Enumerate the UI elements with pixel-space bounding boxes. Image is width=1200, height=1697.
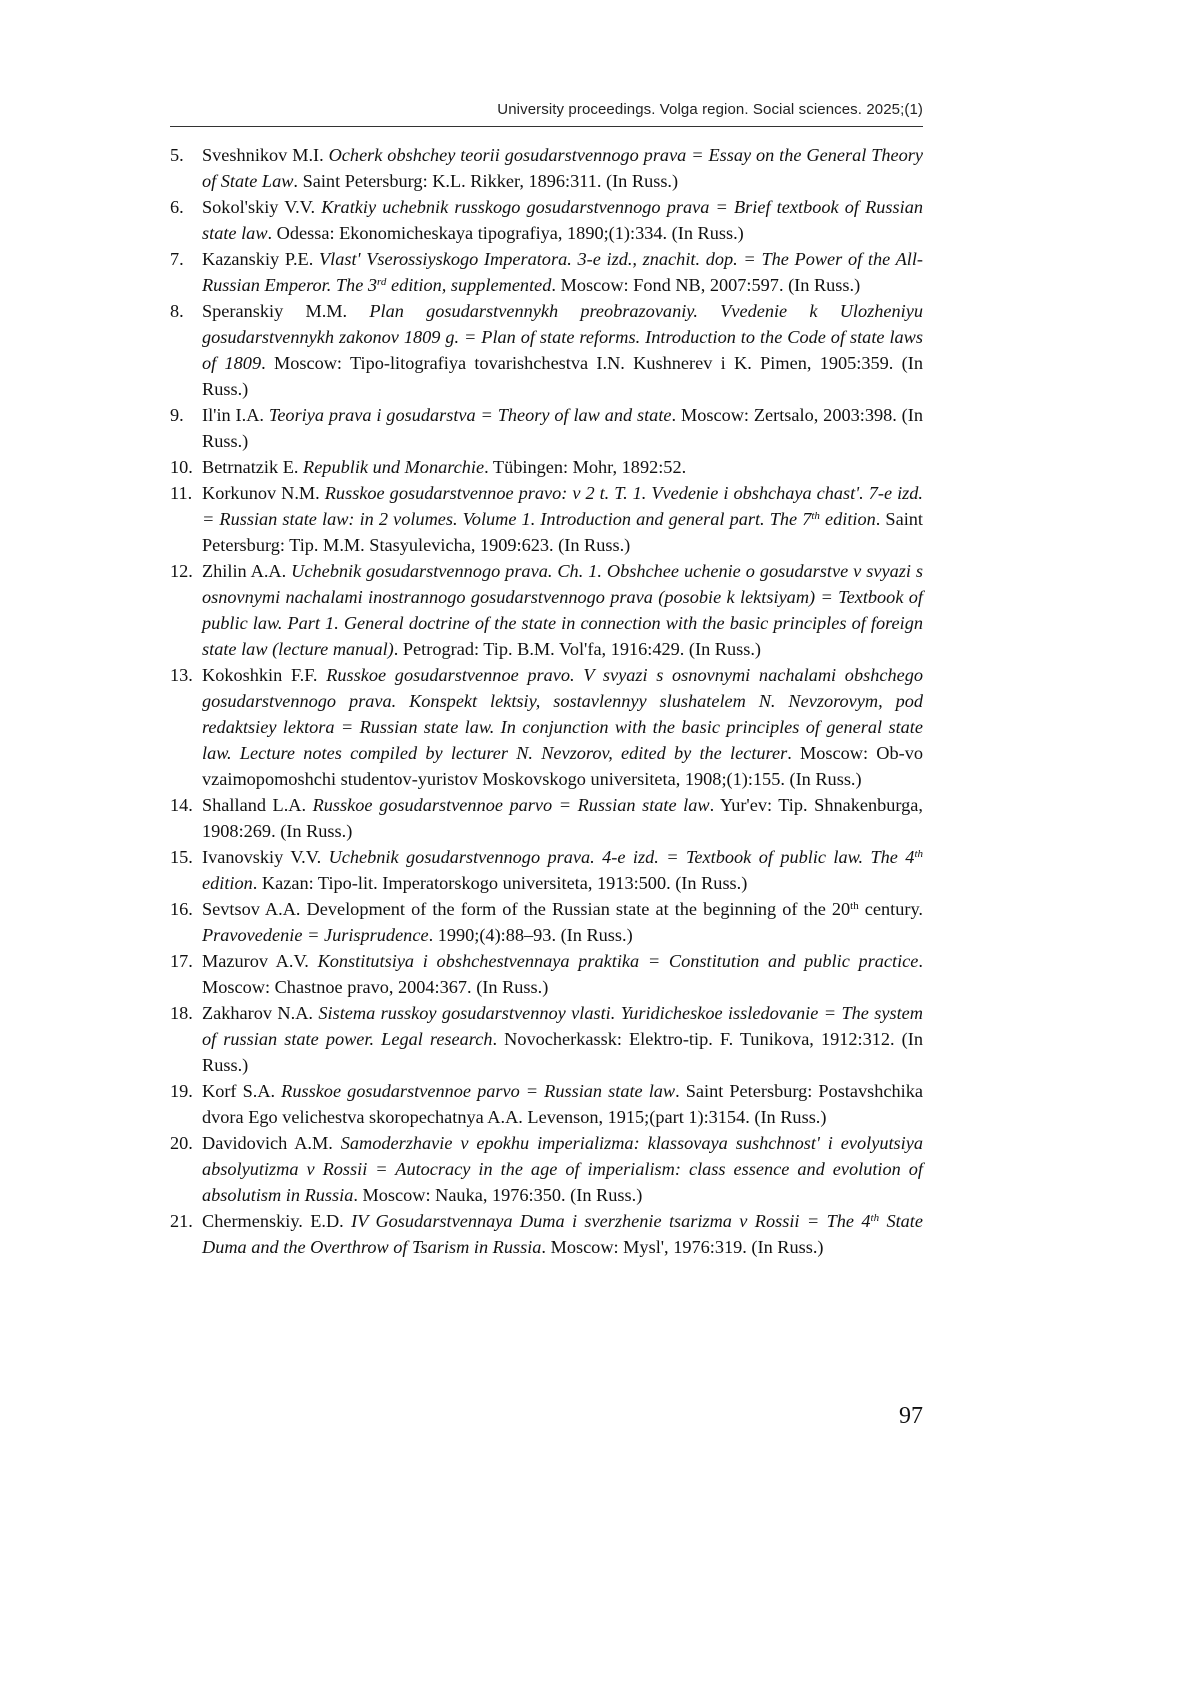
reference-details: . 1990;(4):88–93. (In Russ.): [428, 925, 633, 945]
reference-author: Il'in I.A.: [202, 405, 264, 425]
header-rule: [170, 126, 923, 127]
reference-details: . Kazan: Tipo-lit. Imperatorskogo universiteta, 1913:500. (In Russ.): [252, 873, 748, 893]
reference-author: Ivanovskiy V.V.: [202, 847, 322, 867]
reference-number: 14.: [170, 795, 193, 815]
reference-title: Ocherk obshchey teorii gosudarstvennogo prava = Essay on the General Theory of State Law: [202, 145, 923, 191]
reference-number: 16.: [170, 899, 193, 919]
reference-item: [170, 1078, 923, 1130]
reference-title-text: edition: [819, 509, 876, 529]
reference-number: 12.: [170, 561, 193, 581]
reference-author: Chermenskiy. E.D.: [202, 1211, 344, 1231]
reference-title: Plan gosudarstvennykh preobrazovaniy. Vvedenie k Ulozheniyu gosudarstvennykh zakonov 1809 g. = Plan of state reforms. Introduction to the Code of state laws of 1809: [202, 301, 923, 373]
reference-text: Development of the form of the Russian state at the beginning of the 20: [300, 899, 851, 919]
reference-title-text: edition: [202, 873, 253, 893]
reference-item: [170, 1208, 923, 1260]
reference-item: [170, 948, 923, 1000]
reference-title-text: Uchebnik gosudarstvennogo prava. 4-e izd. = Textbook of public law. The 4: [328, 847, 915, 867]
reference-details: . Moscow: Mysl', 1976:319. (In Russ.): [541, 1237, 824, 1257]
reference-details: . Odessa: Ekonomicheskaya tipografiya, 1890;(1):334. (In Russ.): [267, 223, 744, 243]
reference-details: . Novocherkassk: Elektro-tip. F. Tunikova, 1912:312. (In Russ.): [202, 1029, 923, 1075]
reference-title: Russkoe gosudarstvennoe pravo. V svyazi s osnovnymi nachalami obshchego gosudarstvennogo prava. Konspekt lektsiy, sostavlennyy slushatelem N. Nevzorovym, pod redaktsiey lektora = Russian state law. In conjunction with the basic principles of general state law. Lecture notes compiled by lecturer N. Nevzorov, edited by the lecturer: [202, 665, 923, 763]
reference-item: [170, 844, 923, 896]
reference-item: [170, 402, 923, 454]
reference-number: 18.: [170, 1003, 193, 1023]
reference-author: Davidovich A.M.: [202, 1133, 333, 1153]
reference-details: . Petrograd: Tip. B.M. Vol'fa, 1916:429. (In Russ.): [393, 639, 762, 659]
reference-author: Zhilin A.A.: [202, 561, 287, 581]
reference-details: . Moscow: Fond NB, 2007:597. (In Russ.): [551, 275, 861, 295]
ordinal-superscript: th: [811, 510, 820, 522]
ordinal-superscript: rd: [377, 276, 387, 288]
reference-item: [170, 246, 923, 298]
reference-author: Mazurov A.V.: [202, 951, 309, 971]
reference-details: . Moscow: Chastnoe pravo, 2004:367. (In Russ.): [202, 951, 923, 997]
reference-number: 6.: [170, 197, 184, 217]
reference-number: 17.: [170, 951, 193, 971]
reference-title: Teoriya prava i gosudarstva = Theory of law and state: [268, 405, 672, 425]
reference-number: 9.: [170, 405, 184, 425]
reference-title: Uchebnik gosudarstvennogo prava. Ch. 1. Obshchee uchenie o gosudarstve v svyazi s osnovnymi nachalami inostrannogo gosudarstvennogo prava (posobie k lektsiyam) = Textbook of public law. Part 1. General doctrine of the state in connection with the basic principles of foreign state law (lecture manual): [202, 561, 923, 659]
reference-number: 11.: [170, 483, 193, 503]
reference-title: Konstitutsiya i obshchestvennaya praktika = Constitution and public practice: [317, 951, 919, 971]
reference-details: . Saint Petersburg: K.L. Rikker, 1896:311. (In Russ.): [293, 171, 679, 191]
reference-details: . Saint Petersburg: Postavshchika dvora Ego velichestva skoropechatnya A.A. Levenson, 1915;(part 1):3154. (In Russ.): [202, 1081, 923, 1127]
ordinal-superscript: th: [850, 900, 859, 912]
reference-title-text: State Duma and the Overthrow of Tsarism in Russia: [202, 1211, 924, 1257]
ordinal-superscript: th: [870, 1212, 880, 1224]
reference-item: [170, 1130, 923, 1208]
ordinal-superscript: th: [914, 848, 923, 860]
running-header: University proceedings. Volga region. Social sciences. 2025;(1): [497, 101, 923, 118]
reference-details: . Moscow: Tipo-litografiya tovarishchestva I.N. Kushnerev i K. Pimen, 1905:359. (In Russ.): [202, 353, 923, 399]
reference-number: 15.: [170, 847, 193, 867]
reference-item: [170, 298, 923, 402]
reference-title-text: edition, supplemented: [386, 275, 552, 295]
reference-number: 7.: [170, 249, 184, 269]
reference-item: [170, 558, 923, 662]
reference-title-text: Vlast' Vserossiyskogo Imperatora. 3-e izd., znachit. dop. = The Power of the All-Russian Emperor. The 3: [202, 249, 923, 295]
reference-item: [170, 1000, 923, 1078]
reference-author: Sveshnikov M.I.: [202, 145, 324, 165]
reference-details: . Moscow: Ob-vo vzaimopomoshchi studentov-yuristov Moskovskogo universiteta, 1908;(1):155. (In Russ.): [202, 743, 923, 789]
reference-number: 5.: [170, 145, 184, 165]
reference-number: 19.: [170, 1081, 193, 1101]
reference-author: Speranskiy M.M.: [202, 301, 348, 321]
reference-author: Korf S.A.: [202, 1081, 276, 1101]
reference-title: Russkoe gosudarstvennoe parvo = Russian state law: [312, 795, 710, 815]
reference-author: Sevtsov A.A.: [202, 899, 301, 919]
reference-details: . Tübingen: Mohr, 1892:52.: [484, 457, 687, 477]
reference-author: Shalland L.A.: [202, 795, 307, 815]
reference-item: [170, 194, 923, 246]
reference-text: century.: [858, 899, 923, 919]
reference-author: Sokol'skiy V.V.: [202, 197, 316, 217]
reference-title: Kratkiy uchebnik russkogo gosudarstvennogo prava = Brief textbook of Russian state law: [202, 197, 924, 243]
reference-title-text: Russkoe gosudarstvennoe pravo: v 2 t. T. 1. Vvedenie i obshchaya chast'. 7-e izd. = Russian state law: in 2 volumes. Volume 1. Introduction and general part. The 7: [202, 483, 923, 529]
reference-item: [170, 142, 923, 194]
reference-number: 13.: [170, 665, 193, 685]
reference-author: Korkunov N.M.: [202, 483, 320, 503]
reference-author: Zakharov N.A.: [202, 1003, 313, 1023]
reference-title: Republik und Monarchie: [303, 457, 485, 477]
reference-item: [170, 792, 923, 844]
reference-details: . Yur'ev: Tip. Shnakenburga, 1908:269. (In Russ.): [202, 795, 923, 841]
page-number: 97: [899, 1403, 923, 1429]
reference-number: 21.: [170, 1211, 193, 1231]
reference-number: 10.: [170, 457, 193, 477]
reference-title: Russkoe gosudarstvennoe parvo = Russian state law: [281, 1081, 676, 1101]
reference-item: [170, 896, 923, 948]
reference-list: [170, 142, 923, 1260]
reference-author: Kokoshkin F.F.: [202, 665, 318, 685]
reference-author: Betrnatzik E.: [202, 457, 299, 477]
reference-title: Samoderzhavie v epokhu imperializma: klassovaya sushchnost' i evolyutsiya absolyutizma v Rossii = Autocracy in the age of imperialism: class essence and evolution of absolutism in Russia: [202, 1133, 924, 1205]
reference-item: [170, 480, 923, 558]
reference-item: [170, 454, 923, 480]
reference-details: . Moscow: Nauka, 1976:350. (In Russ.): [353, 1185, 643, 1205]
reference-title-text: IV Gosudarstvennaya Duma i sverzhenie tsarizma v Rossii = The 4: [351, 1211, 871, 1231]
reference-number: 20.: [170, 1133, 193, 1153]
reference-item: [170, 662, 923, 792]
reference-details: . Saint Petersburg: Tip. M.M. Stasyulevicha, 1909:623. (In Russ.): [202, 509, 923, 555]
reference-title: Pravovedenie = Jurisprudence: [202, 925, 429, 945]
reference-number: 8.: [170, 301, 184, 321]
reference-title: Sistema russkoy gosudarstvennoy vlasti. Yuridicheskoe issledovanie = The system of russian state power. Legal research: [202, 1003, 923, 1049]
reference-author: Kazanskiy P.E.: [202, 249, 314, 269]
reference-details: . Moscow: Zertsalo, 2003:398. (In Russ.): [202, 405, 923, 451]
